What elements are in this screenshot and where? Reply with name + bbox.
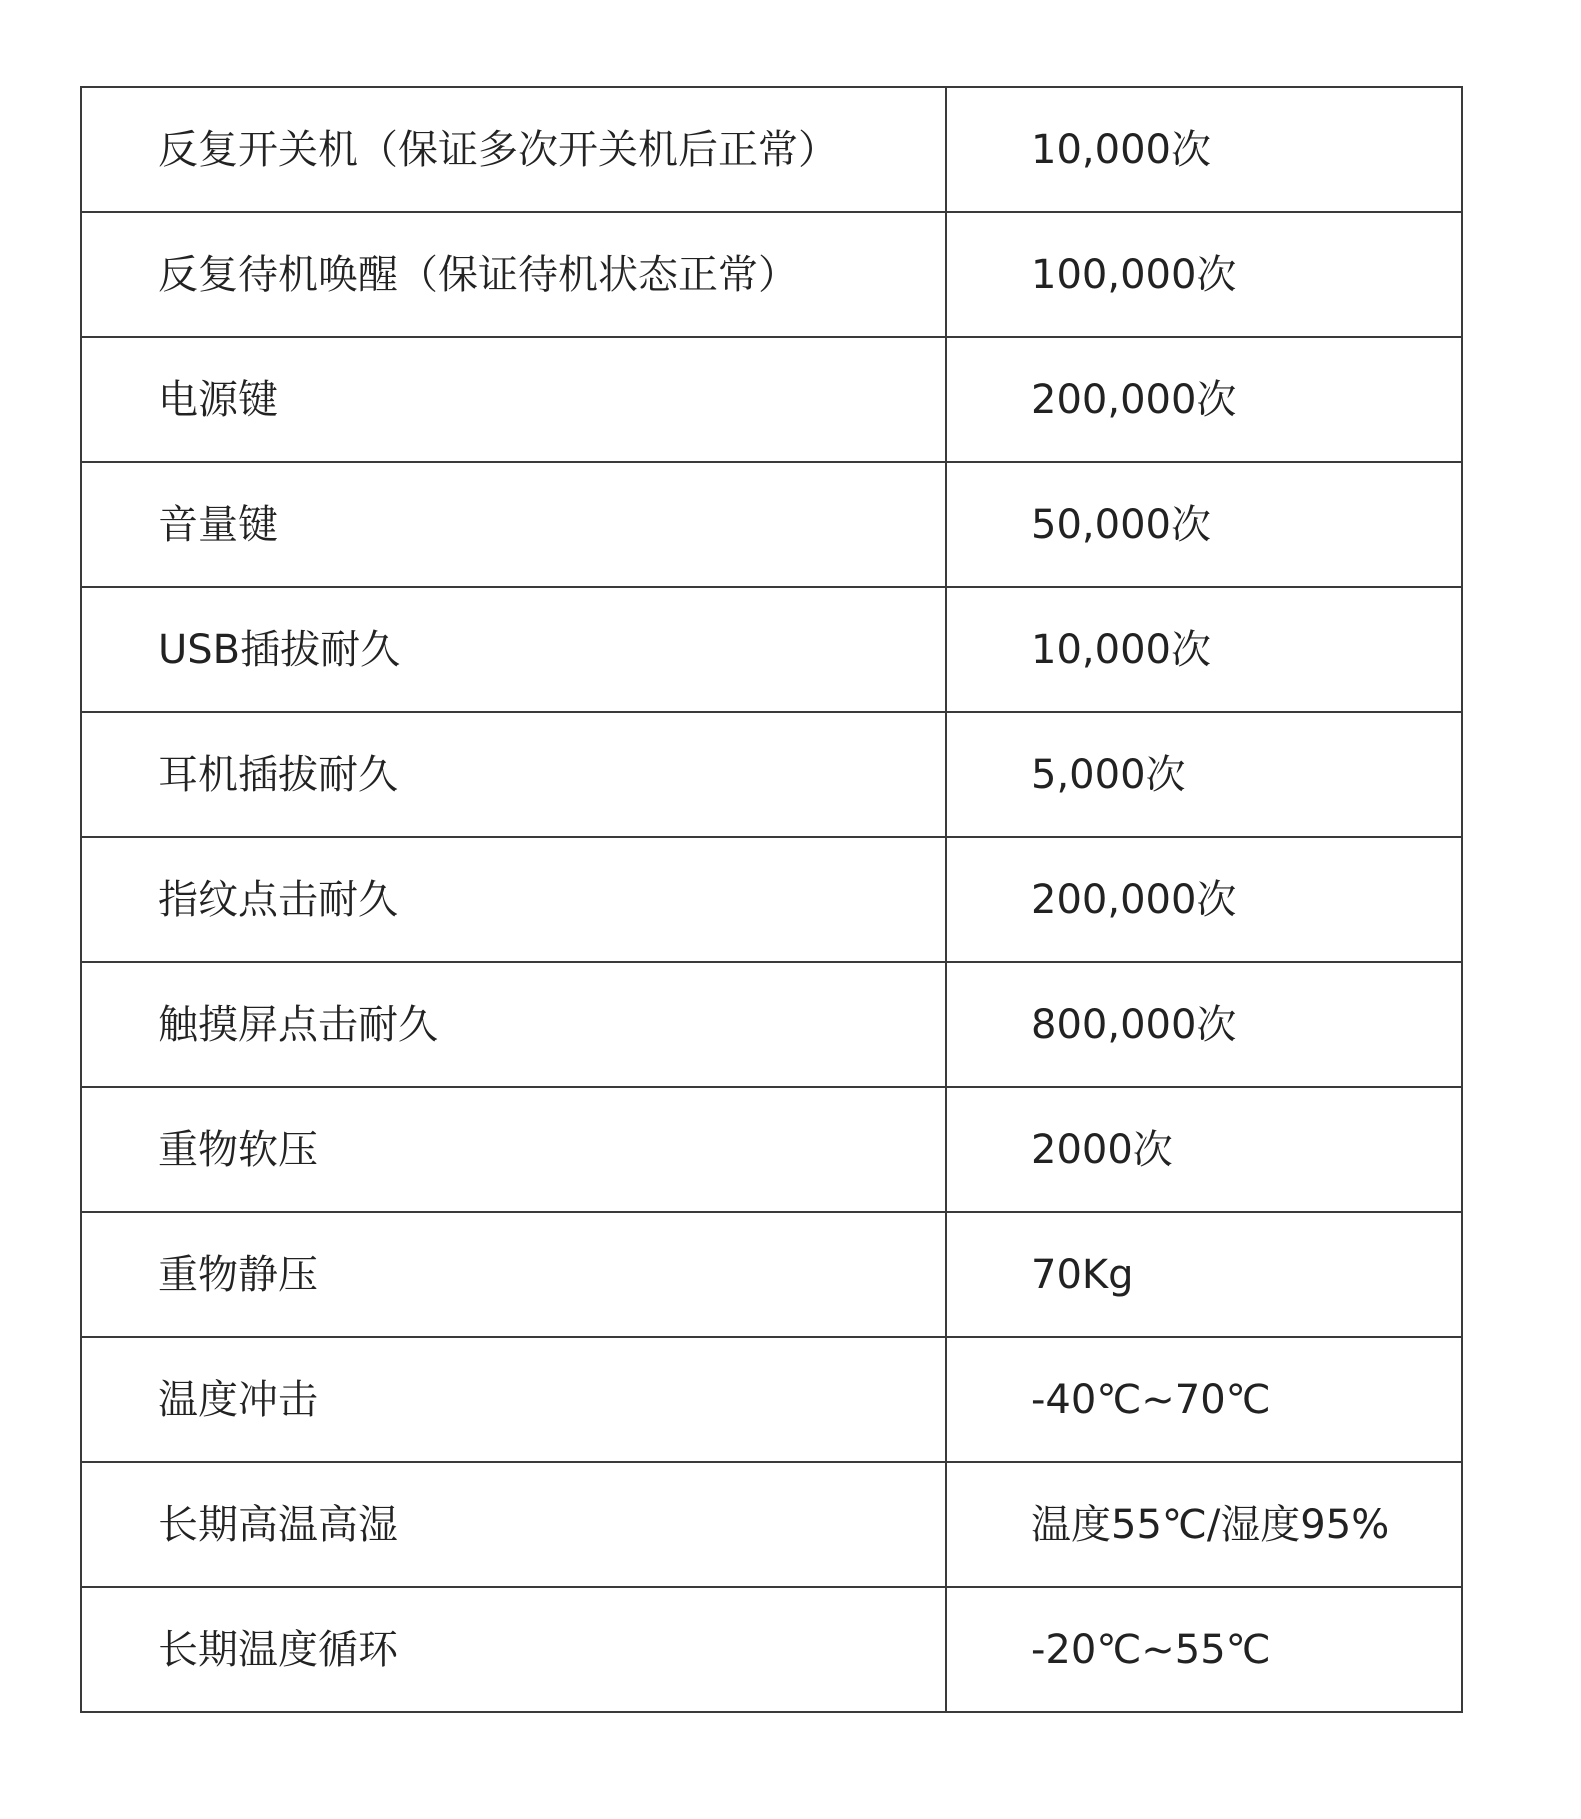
table-row	[81, 712, 1462, 837]
test-item-cell: 电源键	[81, 337, 946, 462]
test-value-cell: 800,000次	[946, 962, 1462, 1087]
table-row	[81, 1212, 1462, 1337]
test-value-cell: 10,000次	[946, 587, 1462, 712]
test-value-cell: 10,000次	[946, 87, 1462, 212]
test-item-cell: 温度冲击	[81, 1337, 946, 1462]
table-row	[81, 87, 1462, 212]
table-row	[81, 587, 1462, 712]
test-item-cell: 音量键	[81, 462, 946, 587]
test-item-cell: 反复待机唤醒（保证待机状态正常）	[81, 212, 946, 337]
test-value-cell: 200,000次	[946, 337, 1462, 462]
table-row	[81, 1087, 1462, 1212]
table-row	[81, 837, 1462, 962]
test-item-cell: USB插拔耐久	[81, 587, 946, 712]
durability-spec-table	[80, 86, 1463, 1713]
test-value-cell: 70Kg	[946, 1212, 1462, 1337]
test-value-cell: -40℃~70℃	[946, 1337, 1462, 1462]
test-value-cell: 2000次	[946, 1087, 1462, 1212]
table-row	[81, 1337, 1462, 1462]
table-row	[81, 962, 1462, 1087]
table-row	[81, 1462, 1462, 1587]
table-row	[81, 212, 1462, 337]
spec-table-body	[81, 87, 1462, 1712]
test-value-cell: 5,000次	[946, 712, 1462, 837]
test-value-cell: 50,000次	[946, 462, 1462, 587]
test-value-cell: 100,000次	[946, 212, 1462, 337]
test-item-cell: 重物静压	[81, 1212, 946, 1337]
test-value-cell: 温度55℃/湿度95%	[946, 1462, 1462, 1587]
test-value-cell: 200,000次	[946, 837, 1462, 962]
table-row	[81, 1587, 1462, 1712]
test-item-cell: 耳机插拔耐久	[81, 712, 946, 837]
test-item-cell: 长期温度循环	[81, 1587, 946, 1712]
table-row	[81, 462, 1462, 587]
table-row	[81, 337, 1462, 462]
test-item-cell: 长期高温高湿	[81, 1462, 946, 1587]
test-item-cell: 重物软压	[81, 1087, 946, 1212]
test-item-cell: 触摸屏点击耐久	[81, 962, 946, 1087]
test-value-cell: -20℃~55℃	[946, 1587, 1462, 1712]
test-item-cell: 指纹点击耐久	[81, 837, 946, 962]
test-item-cell: 反复开关机（保证多次开关机后正常）	[81, 87, 946, 212]
